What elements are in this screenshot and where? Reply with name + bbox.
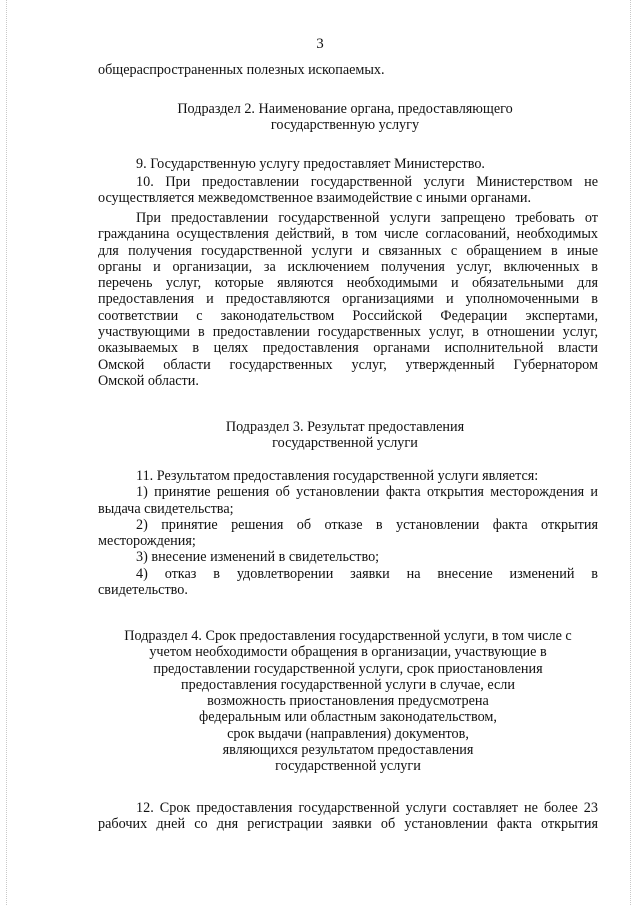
scan-edge-right [630,0,631,905]
heading-line: предоставления государственной услуги в случае, если [181,676,515,693]
text-line: для получения государственной услуги и связанных с обращением в иные [98,242,598,259]
paragraph-12 [98,800,598,833]
heading-line: предоставлении государственной услуги, срок приостановления [153,660,543,677]
list-item-line: свидетельство. [98,582,188,599]
text-line: соответствии с законодательством Российской Федерации экспертами, [98,307,598,324]
heading-line: возможность приостановления предусмотрена [207,693,489,710]
list-item-line: 4) отказ в удовлетворении заявки на внесение изменений в [136,565,598,582]
list-item-line: выдача свидетельства; [98,500,234,517]
scan-edge-left [6,0,7,905]
subsection-2-heading [90,101,600,134]
text-line: органы и организации, за исключением получения услуг, включенных в [98,258,598,275]
text-line: Омской области государственных услуг, утвержденный Губернатором [98,356,598,373]
text-line: осуществляется межведомственное взаимодействие с иными органами. [98,190,531,207]
text-line: Омской области. [98,372,199,389]
heading-line: срок выдачи (направления) документов, [227,725,469,742]
subsection-4-heading [98,628,598,775]
page-number: 3 [316,36,324,52]
heading-line: государственную услугу [270,117,420,134]
text-line: оказываемых в целях предоставления органами исполнительной власти [98,340,598,357]
text-line: гражданина осуществления действий, в том числе согласований, необходимых [98,226,598,243]
heading-line: государственной услуги [275,758,421,775]
continuation-line: общераспространенных полезных ископаемых. [98,62,385,78]
text-line: перечень услуг, которые являются необходимыми и обязательными для [98,275,598,292]
paragraph-10 [98,174,598,207]
heading-line: государственной услуги [272,435,418,452]
heading-line: учетом необходимости обращения в организации, участвующие в [149,644,547,661]
text-line: 12. Срок предоставления государственной услуги составляет не более 23 [136,800,598,816]
list-item-line: 3) внесение изменений в свидетельство; [136,549,380,566]
list-item-line: месторождения; [98,533,196,550]
text-line: участвующими в предоставлении государственных услуг, в отношении услуг, [98,324,598,341]
list-item-line: 2) принятие решения об отказе в установлении факта открытия [136,516,598,533]
subsection-3-heading [90,419,600,452]
list-item-line: 1) принятие решения об установлении факта открытия месторождения и [136,484,598,501]
text-line: 10. При предоставлении государственной услуги Министерством не [136,174,598,190]
heading-line: Подраздел 4. Срок предоставления государственной услуги, в том числе с [124,628,572,644]
text-line: При предоставлении государственной услуги запрещено требовать от [136,210,598,226]
heading-line: являющихся результатом предоставления [222,742,474,759]
paragraph-10-continued [98,210,598,389]
heading-line: Подраздел 2. Наименование органа, предоставляющего [177,101,513,117]
paragraph-11 [98,468,598,598]
text-line: рабочих дней со дня регистрации заявки об установлении факта открытия [98,816,598,833]
heading-line: федеральным или областным законодательством, [199,709,497,726]
text-line: 11. Результатом предоставления государственной услуги является: [136,468,539,484]
paragraph-9: 9. Государственную услугу предоставляет Министерство. [136,156,485,172]
heading-line: Подраздел 3. Результат предоставления [225,419,465,435]
text-line: предоставления и предоставляются организациями и уполномоченными в [98,291,598,308]
